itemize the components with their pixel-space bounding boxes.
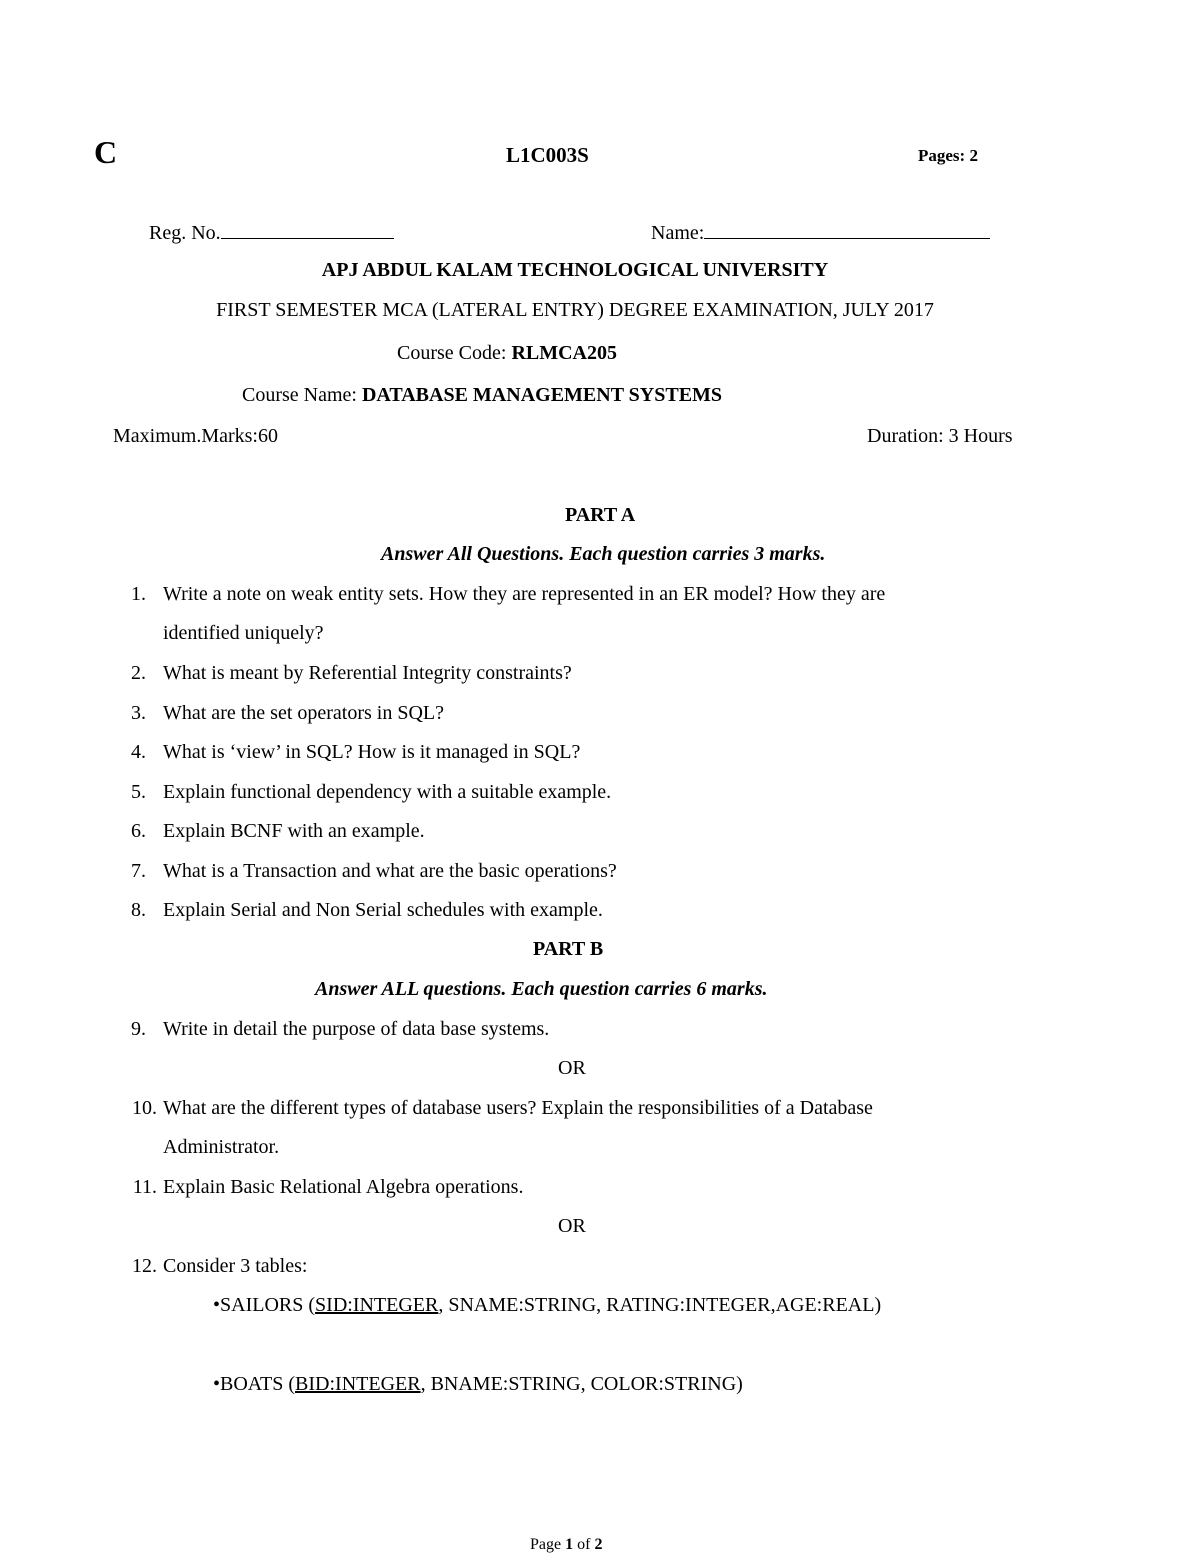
table-columns: , SNAME:STRING, RATING:INTEGER,AGE:REAL) <box>438 1294 882 1316</box>
question-number: 8. <box>131 899 146 921</box>
part-b-heading: PART B <box>533 938 604 960</box>
reg-no-label: Reg. No. <box>149 222 221 244</box>
question-number: 6. <box>131 820 146 842</box>
page-total: 2 <box>594 1536 603 1553</box>
question-text: Consider 3 tables: <box>163 1255 308 1277</box>
question-number: 9. <box>131 1018 146 1040</box>
course-code: RLMCA205 <box>511 342 617 364</box>
course-code-label: Course Code: <box>397 342 512 364</box>
question-number: 4. <box>131 741 146 763</box>
question-number: 1. <box>131 583 146 605</box>
question-number: 11. <box>132 1176 157 1198</box>
page-prefix: Page <box>530 1536 566 1553</box>
table-name: BOATS ( <box>220 1373 296 1395</box>
bullet: • <box>213 1373 221 1395</box>
question-text: Explain functional dependency with a suitable example. <box>163 781 612 803</box>
pages-count: Pages: 2 <box>918 146 978 165</box>
or-separator: OR <box>558 1215 586 1237</box>
question-text-continued: identified uniquely? <box>163 622 324 644</box>
page-mid: of <box>573 1536 595 1553</box>
table-schema-boats <box>213 1373 743 1396</box>
question-text: Write in detail the purpose of data base systems. <box>163 1018 550 1040</box>
question-text: What are the different types of database users? Explain the responsibilities of a Database <box>163 1097 873 1119</box>
part-a-heading: PART A <box>565 504 636 526</box>
course-name-line <box>242 384 722 407</box>
question-text: What is meant by Referential Integrity constraints? <box>163 662 572 684</box>
duration: Duration: 3 Hours <box>867 425 1013 447</box>
table-schema-sailors <box>213 1294 881 1317</box>
question-text: Write a note on weak entity sets. How they are represented in an ER model? How they are <box>163 583 886 605</box>
question-text-continued: Administrator. <box>163 1136 280 1158</box>
university-name: APJ ABDUL KALAM TECHNOLOGICAL UNIVERSITY <box>321 259 829 281</box>
question-number: 3. <box>131 702 146 724</box>
question-text: What is ‘view’ in SQL? How is it managed in SQL? <box>163 741 581 763</box>
name-blank <box>704 220 990 239</box>
part-a-instruction: Answer All Questions. Each question carries 3 marks. <box>381 543 826 565</box>
course-name-label: Course Name: <box>242 384 362 406</box>
paper-code: L1C003S <box>506 143 589 167</box>
question-number: 10. <box>132 1097 157 1119</box>
course-name: DATABASE MANAGEMENT SYSTEMS <box>361 384 723 406</box>
bullet: • <box>213 1294 221 1316</box>
table-name: SAILORS ( <box>220 1294 316 1316</box>
table-columns: , BNAME:STRING, COLOR:STRING) <box>420 1373 743 1395</box>
question-number: 5. <box>131 781 146 803</box>
reg-no-field <box>149 220 394 245</box>
question-text: What are the set operators in SQL? <box>163 702 445 724</box>
series-letter: C <box>94 134 118 170</box>
name-field <box>651 220 990 245</box>
primary-key: BID:INTEGER <box>295 1373 421 1395</box>
max-marks: Maximum.Marks:60 <box>113 425 278 447</box>
page-footer <box>530 1536 602 1554</box>
question-text: Explain Serial and Non Serial schedules with example. <box>163 899 603 921</box>
name-label: Name: <box>651 222 705 244</box>
exam-title: FIRST SEMESTER MCA (LATERAL ENTRY) DEGREE EXAMINATION, JULY 2017 <box>216 299 934 321</box>
question-number: 2. <box>131 662 146 684</box>
reg-no-blank <box>221 220 394 239</box>
or-separator: OR <box>558 1057 586 1079</box>
question-number: 12. <box>132 1255 157 1277</box>
part-b-instruction: Answer ALL questions. Each question carries 6 marks. <box>315 978 768 1000</box>
question-text: Explain BCNF with an example. <box>163 820 425 842</box>
question-number: 7. <box>131 860 146 882</box>
primary-key: SID:INTEGER <box>315 1294 439 1316</box>
page-current: 1 <box>565 1536 574 1553</box>
question-text: Explain Basic Relational Algebra operations. <box>163 1176 524 1198</box>
question-text: What is a Transaction and what are the basic operations? <box>163 860 617 882</box>
course-code-line <box>397 342 617 365</box>
